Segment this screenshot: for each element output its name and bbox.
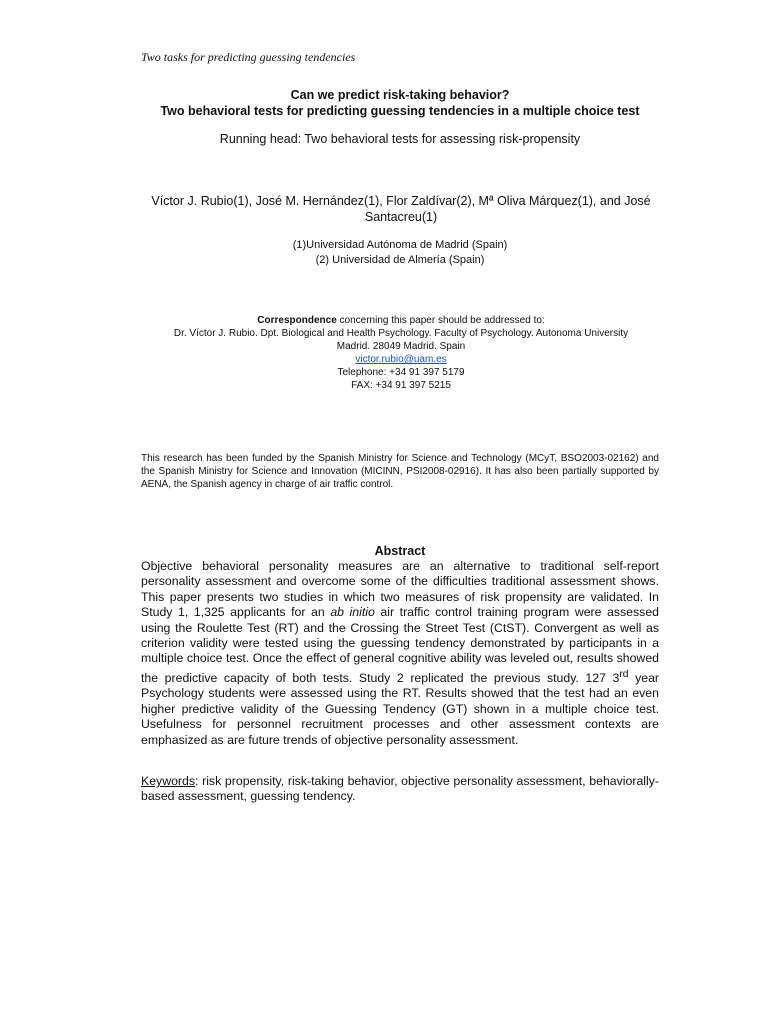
abstract-superscript: rd bbox=[619, 668, 629, 680]
keywords-text: : risk propensity, risk-taking behavior, objective personality assessment, behaviorally-based assessment, guessing tendency. bbox=[141, 774, 659, 804]
paper-title bbox=[120, 87, 680, 119]
title-line-1: Can we predict risk-taking behavior? bbox=[290, 88, 510, 102]
fax: FAX: +34 91 397 5215 bbox=[351, 380, 451, 391]
abstract-part-3: year Psychology students were assessed using the RT. Results showed that the test had an even higher predictive validity of the Guessing Tendency (GT) shown in a multiple choice test. Usefulness for personnel recruitment processes and other assessment contexts are emphasized as are future trends of objective personality assessment. bbox=[141, 670, 660, 747]
email-link[interactable]: victor.rubio@uam.es bbox=[355, 354, 447, 365]
title-line-2: Two behavioral tests for predicting guessing tendencies in a multiple choice test bbox=[160, 104, 640, 118]
correspondence-intro bbox=[141, 314, 661, 327]
correspondence-intro-text: concerning this paper should be addressed to: bbox=[336, 315, 545, 326]
abstract-part-2: air traffic control training program were assessed using the Roulette Test (RT) and the Crossing the Street Test (CtST). Convergent as well as criterion validity were tested using the guessing tendency demonstrated by participants in a multiple choice test. Once the effect of general cognitive ability was leveled out, results showed the predictive capacity of both tests. Study 2 replicated the previous study. 127 3 bbox=[141, 605, 659, 685]
affiliation-2: (2) Universidad de Almería (Spain) bbox=[315, 254, 485, 266]
correspondence-label: Correspondence bbox=[257, 315, 337, 326]
author-list: Víctor J. Rubio(1), José M. Hernández(1), Flor Zaldívar(2), Mª Oliva Márquez(1), and José Santacreu(1) bbox=[151, 194, 651, 224]
correspondence-address-1: Dr. Víctor J. Rubio. Dpt. Biological and Health Psychology. Faculty of Psychology. Autonoma University bbox=[173, 328, 629, 339]
affiliations bbox=[120, 238, 680, 268]
abstract-part-1: Objective behavioral personality measures are an alternative to traditional self-report personality assessment and overcome some of the difficulties traditional assessment shows. This paper presents two studies in which two measures of risk propensity are validated. In Study 1, 1,325 applicants for an bbox=[141, 559, 659, 620]
running-head: Running head: Two behavioral tests for assessing risk-propensity bbox=[219, 132, 581, 146]
abstract-heading: Abstract bbox=[374, 544, 426, 558]
correspondence-block bbox=[141, 314, 661, 392]
running-header: Two tasks for predicting guessing tendencies bbox=[141, 50, 356, 64]
telephone: Telephone: +34 91 397 5179 bbox=[337, 367, 465, 378]
keywords bbox=[141, 774, 659, 805]
abstract-body bbox=[141, 559, 659, 748]
funding-note: This research has been funded by the Spanish Ministry for Science and Technology (MCyT, BSO2003-02162) and the Spanish Ministry for Science and Innovation (MICINN, PSI2008-02916). It has also been partially supported by AENA, the Spanish agency in charge of air traffic control. bbox=[141, 453, 659, 490]
abstract-italic: ab initio bbox=[330, 605, 375, 620]
keywords-label: Keywords bbox=[141, 774, 195, 788]
affiliation-1: (1)Universidad Autónoma de Madrid (Spain) bbox=[292, 239, 508, 251]
correspondence-address-2: Madrid. 28049 Madrid. Spain bbox=[336, 341, 466, 352]
